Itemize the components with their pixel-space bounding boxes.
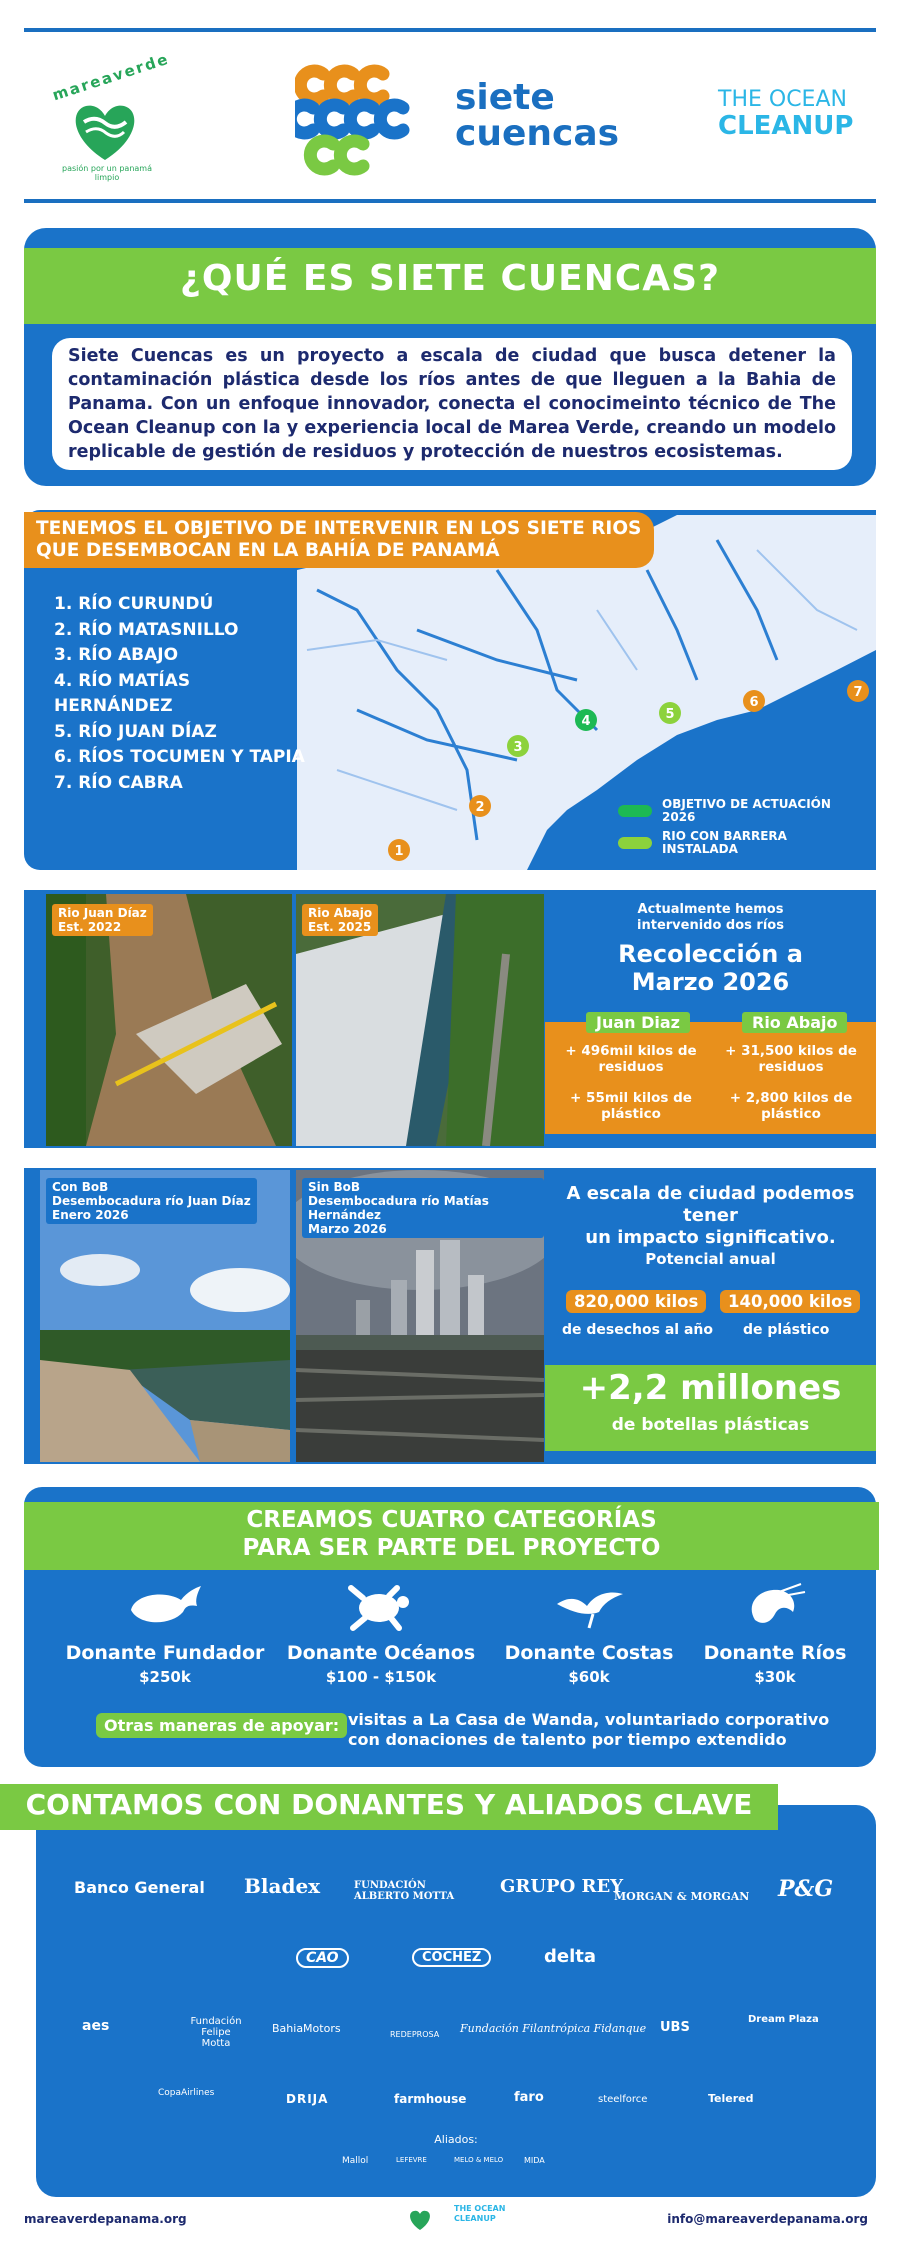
logo-drija[interactable]: DRIJA: [286, 2092, 329, 2106]
logo-melo[interactable]: MELO & MELO: [454, 2156, 504, 2164]
donor-oceanos-name: Donante Océanos: [286, 1642, 476, 1664]
logo-mallol[interactable]: Mallol: [342, 2156, 369, 2166]
river-a-waste-line2: residuos: [598, 1059, 664, 1075]
logo-bladex[interactable]: Bladex: [244, 1874, 321, 1898]
logo-cao[interactable]: CAO: [296, 1948, 349, 1968]
river-a-waste: [556, 1043, 706, 1075]
other-ways-line1: visitas a La Casa de Wanda, voluntariado corporativo: [348, 1710, 830, 1729]
objective-title-line1: TENEMOS EL OBJETIVO DE INTERVENIR EN LOS SIETE RIOS: [36, 518, 642, 539]
photo-rio-abajo[interactable]: [296, 894, 544, 1146]
river-a-plastic-line1: + 55mil kilos de: [570, 1090, 692, 1106]
river-a-plastic: [556, 1090, 706, 1122]
sc-title-line1: siete: [455, 77, 555, 118]
donor-rios[interactable]: [670, 1580, 880, 1686]
river-a-waste-line1: + 496mil kilos de: [565, 1043, 697, 1059]
collection-subtitle-line2: intervenido dos ríos: [637, 918, 784, 933]
intro-body: Siete Cuencas es un proyecto a escala de ciudad que busca detener la contaminación plástica desde los ríos antes de que lleguen a la Bahia de Panama. Con un enfoque innovador, conecta el conocimeinto técnico de The Ocean Cleanup con la y experiencia local de Marea Verde, creando un modelo replicable de gestión de residuos y protección de nuestros ecosistemas.: [52, 338, 852, 470]
donor-fundador-amount: $250k: [139, 1668, 191, 1686]
logo-delta[interactable]: delta: [544, 1946, 597, 1967]
whale-icon: [125, 1580, 205, 1632]
legend-goal-line1: OBJETIVO DE ACTUACIÓN: [662, 797, 831, 811]
objective-title: [24, 512, 654, 568]
donor-rios-name: Donante Ríos: [703, 1642, 847, 1664]
river-b-waste-line2: residuos: [758, 1059, 824, 1075]
river-item: 5. RÍO JUAN DÍAZ: [54, 721, 217, 742]
objective-title-line2: QUE DESEMBOCAN EN LA BAHÍA DE PANAMÁ: [36, 540, 500, 561]
logo-copa-airlines[interactable]: CopaAirlines: [158, 2088, 215, 2098]
siete-cuencas-logo[interactable]: [295, 52, 625, 182]
donor-oceanos[interactable]: [276, 1580, 486, 1686]
header-bottom-rule: [24, 199, 876, 203]
legend-barrier: [618, 830, 831, 856]
logo-morgan-morgan[interactable]: MORGAN & MORGAN: [614, 1890, 750, 1903]
collection-title: [545, 940, 876, 996]
logo-dream-plaza[interactable]: Dream Plaza: [748, 2014, 819, 2025]
map-marker-1-label: 1: [394, 844, 404, 859]
plastic-value: 140,000 kilos: [720, 1290, 860, 1313]
river-item: 6. RÍOS TOCUMEN Y TAPIA: [54, 747, 305, 767]
photo3-tag-line3: Enero 2026: [52, 1208, 129, 1222]
photo2-tag-line1: Rio Abajo: [308, 906, 373, 920]
categories-title-line2: PARA SER PARTE DEL PROYECTO: [242, 1535, 661, 1561]
map-marker-7-label: 7: [853, 685, 863, 700]
logo-faro[interactable]: faro: [514, 2090, 544, 2105]
legend-goal-swatch: [618, 805, 652, 817]
map-marker-2-label: 2: [475, 800, 485, 815]
bottles-label: de botellas plásticas: [611, 1415, 810, 1435]
legend-goal: [618, 798, 831, 824]
river-b-label: Rio Abajo: [742, 1012, 847, 1033]
partners-title: CONTAMOS CON DONANTES Y ALIADOS CLAVE: [25, 1788, 753, 1821]
shrimp-icon: [735, 1580, 815, 1632]
logo-steelforce[interactable]: steelforce: [598, 2094, 648, 2105]
river-item: 2. RÍO MATASNILLO: [54, 619, 239, 640]
logo-lefevre[interactable]: LEFEVRE: [396, 2156, 427, 2164]
collection-title-line2: Marzo 2026: [631, 968, 790, 996]
marea-verde-logo[interactable]: [40, 49, 172, 182]
river-item: 3. RÍO ABAJO: [54, 645, 179, 665]
logo-ubs[interactable]: UBS: [660, 2020, 690, 2035]
bottles-value: +2,2 millones: [579, 1368, 842, 1408]
map-marker-6-label: 6: [749, 695, 759, 710]
donor-costas-name: Donante Costas: [504, 1642, 674, 1664]
legend-barrier-line2: INSTALADA: [662, 842, 738, 856]
logo-fundacion-fidanque[interactable]: Fundación Filantrópica Fidanque: [460, 2022, 647, 2035]
waves-icon: [295, 52, 435, 182]
map-legend: [618, 798, 831, 862]
river-list: [54, 592, 314, 796]
footer-heart-icon: [400, 2200, 440, 2236]
photo-con-bob[interactable]: [40, 1170, 290, 1462]
collection-subtitle: [545, 902, 876, 934]
impact-heading-line2: un impacto significativo.: [585, 1227, 836, 1248]
other-ways-line2: con donaciones de talento por tiempo extendido: [348, 1730, 787, 1749]
allies-label: Aliados:: [434, 2133, 478, 2146]
donor-oceanos-amount: $100 - $150k: [325, 1668, 437, 1686]
impact-heading-line1: A escala de ciudad podemos tener: [566, 1183, 855, 1226]
photo4-tag-line1: Sin BoB: [308, 1180, 361, 1194]
photo4-tag-line2: Desembocadura río Matías Hernández: [308, 1194, 489, 1222]
donor-rios-amount: $30k: [754, 1668, 796, 1686]
sc-title-line2: cuencas: [455, 113, 620, 154]
photo-rio-juan-diaz[interactable]: [46, 894, 292, 1146]
photo2-tag-line2: Est. 2025: [308, 920, 372, 934]
photo3-tag: [46, 1178, 257, 1224]
photo1-tag-line2: Est. 2022: [58, 920, 122, 934]
river-a-plastic-line2: plástico: [601, 1106, 661, 1122]
logo-fundacion-alberto-motta[interactable]: FUNDACIÓN ALBERTO MOTTA: [354, 1880, 455, 1902]
river-item: 4. RÍO MATÍAS HERNÁNDEZ: [54, 670, 191, 716]
logo-redeprosa[interactable]: REDEPROSA: [390, 2030, 440, 2039]
photo-sin-bob[interactable]: [296, 1170, 544, 1462]
logo-telered[interactable]: Telered: [708, 2092, 754, 2105]
toc-line2: CLEANUP: [718, 111, 854, 141]
legend-barrier-line1: RIO CON BARRERA: [662, 829, 787, 843]
intro-title: ¿QUÉ ES SIETE CUENCAS?: [180, 258, 720, 299]
logo-fundacion-felipe-motta[interactable]: Fundación Felipe Motta: [190, 2016, 242, 2049]
legend-barrier-swatch: [618, 837, 652, 849]
footer-email-link[interactable]: info@mareaverdepanama.org: [667, 2212, 868, 2226]
footer-toc-logo[interactable]: THE OCEAN CLEANUP: [454, 2204, 506, 2223]
logo-grupo-rey[interactable]: GRUPO REY: [500, 1876, 624, 1897]
categories-title: [24, 1506, 879, 1562]
collection-subtitle-line1: Actualmente hemos: [637, 902, 784, 917]
impact-heading: [545, 1183, 876, 1249]
river-b-plastic-line2: plástico: [761, 1106, 821, 1122]
photo4-tag: [302, 1178, 544, 1238]
logo-bahia-motors[interactable]: BahiaMotors: [272, 2022, 341, 2035]
footer-mv-logo[interactable]: [400, 2200, 440, 2236]
legend-goal-line2: 2026: [662, 810, 696, 824]
logo-pg[interactable]: P&G: [778, 1876, 834, 1902]
river-b-plastic: [716, 1090, 866, 1122]
toc-line1: THE OCEAN: [718, 87, 847, 112]
categories-title-line1: CREAMOS CUATRO CATEGORÍAS: [246, 1507, 657, 1533]
bird-icon: [549, 1580, 629, 1632]
turtle-icon: [341, 1580, 421, 1632]
footer-website-link[interactable]: mareaverdepanama.org: [24, 2212, 187, 2226]
waste-label: de desechos al año: [562, 1322, 713, 1338]
other-ways-label: Otras maneras de apoyar:: [96, 1713, 347, 1738]
logo-cochez[interactable]: COCHEZ: [412, 1948, 491, 1967]
plastic-label: de plástico: [743, 1322, 830, 1338]
river-b-waste: [716, 1043, 866, 1075]
photo3-tag-line2: Desembocadura río Juan Díaz: [52, 1194, 251, 1208]
photo2-tag: [302, 904, 378, 936]
mv-brand-text: mareaverde: [50, 49, 172, 105]
river-item: 7. RÍO CABRA: [54, 772, 183, 793]
logo-mida[interactable]: MIDA: [524, 2156, 545, 2165]
photo1-tag: [52, 904, 153, 936]
map-marker-5-label: 5: [665, 707, 675, 722]
the-ocean-cleanup-logo[interactable]: [718, 88, 868, 148]
map-marker-4-label: 4: [581, 714, 591, 729]
header-top-rule: [24, 28, 876, 32]
donor-fundador-name: Donante Fundador: [65, 1642, 265, 1664]
river-a-label: Juan Diaz: [586, 1012, 690, 1033]
river-b-plastic-line1: + 2,800 kilos de: [729, 1090, 853, 1106]
river-item: 1. RÍO CURUNDÚ: [54, 594, 214, 614]
impact-potential-label: Potencial anual: [645, 1250, 776, 1268]
logo-farmhouse[interactable]: farmhouse: [394, 2092, 467, 2106]
logo-aes[interactable]: aes: [82, 2018, 110, 2034]
collection-title-line1: Recolección a: [618, 940, 803, 968]
photo1-tag-line1: Rio Juan Díaz: [58, 906, 147, 920]
donor-fundador[interactable]: [60, 1580, 270, 1686]
mv-tagline: pasión por un panamá limpio: [61, 164, 152, 182]
waste-value: 820,000 kilos: [566, 1290, 706, 1313]
donor-costas[interactable]: [484, 1580, 694, 1686]
donor-costas-amount: $60k: [568, 1668, 610, 1686]
photo3-tag-line1: Con BoB: [52, 1180, 109, 1194]
photo4-tag-line3: Marzo 2026: [308, 1222, 387, 1236]
logo-banco-general[interactable]: Banco General: [74, 1878, 205, 1897]
map-marker-3-label: 3: [513, 740, 523, 755]
other-ways-text: [348, 1710, 829, 1750]
river-b-waste-line1: + 31,500 kilos de: [725, 1043, 857, 1059]
